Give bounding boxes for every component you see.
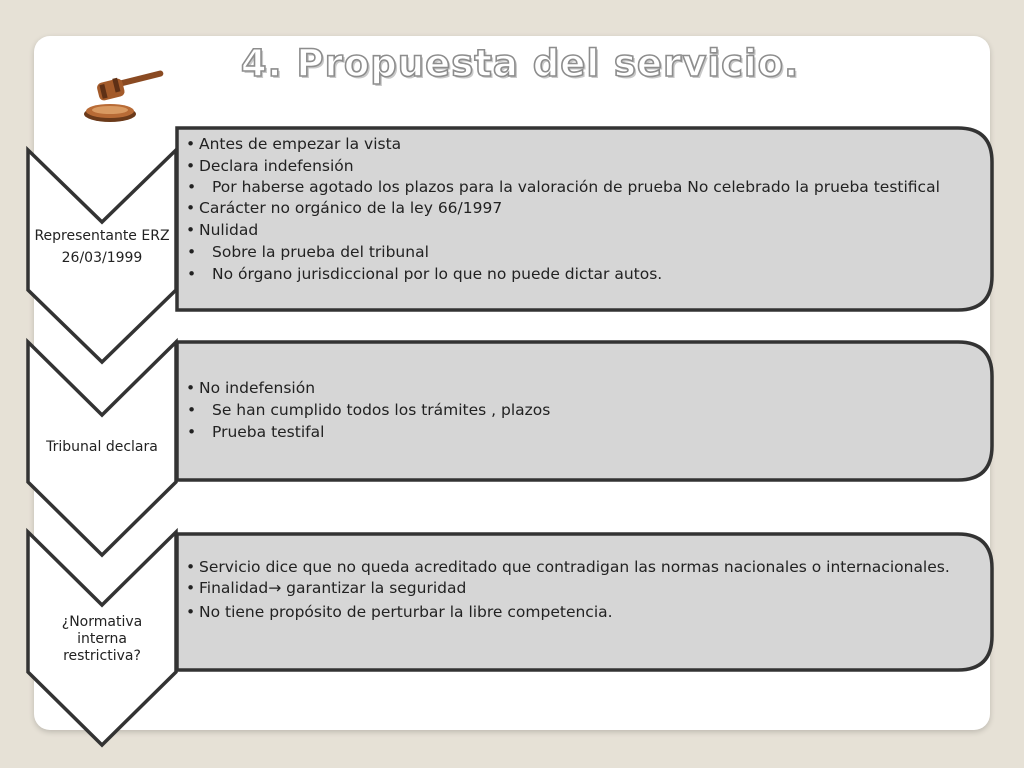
- list-item: • Servicio dice que no queda acreditado que contradigan las normas nacionales o internacionales.: [186, 558, 976, 576]
- list-item: • Carácter no orgánico de la ley 66/1997: [186, 199, 976, 218]
- list-item: • Finalidad→ garantizar la seguridad: [186, 579, 976, 598]
- list-item: • Se han cumplido todos los trámites , plazos: [186, 401, 976, 420]
- list-item: • No órgano jurisdiccional por lo que no puede dictar autos.: [186, 265, 976, 284]
- list-item: • Nulidad: [186, 221, 976, 240]
- stage-content-3: [186, 558, 976, 625]
- list-item: • Por haberse agotado los plazos para la valoración de prueba No celebrado la prueba testifical: [186, 179, 976, 196]
- slide-title: 4. Propuesta del servicio.: [240, 42, 800, 85]
- list-item: • Antes de empezar la vista: [186, 135, 976, 154]
- list-item: • No tiene propósito de perturbar la libre competencia.: [186, 603, 976, 622]
- stage-label-1: Representante ERZ 26/03/1999: [34, 228, 170, 266]
- stage-label-3: ¿Normativa interna restrictiva?: [61, 614, 143, 664]
- list-item: • Sobre la prueba del tribunal: [186, 243, 976, 262]
- list-item: • No indefensión: [186, 379, 976, 398]
- list-item: • Declara indefensión: [186, 157, 976, 176]
- stage-content-1: [186, 135, 976, 287]
- stage-label-2: Tribunal declara: [46, 439, 158, 455]
- list-item: • Prueba testifal: [186, 423, 976, 442]
- stage-content-2: [186, 379, 976, 445]
